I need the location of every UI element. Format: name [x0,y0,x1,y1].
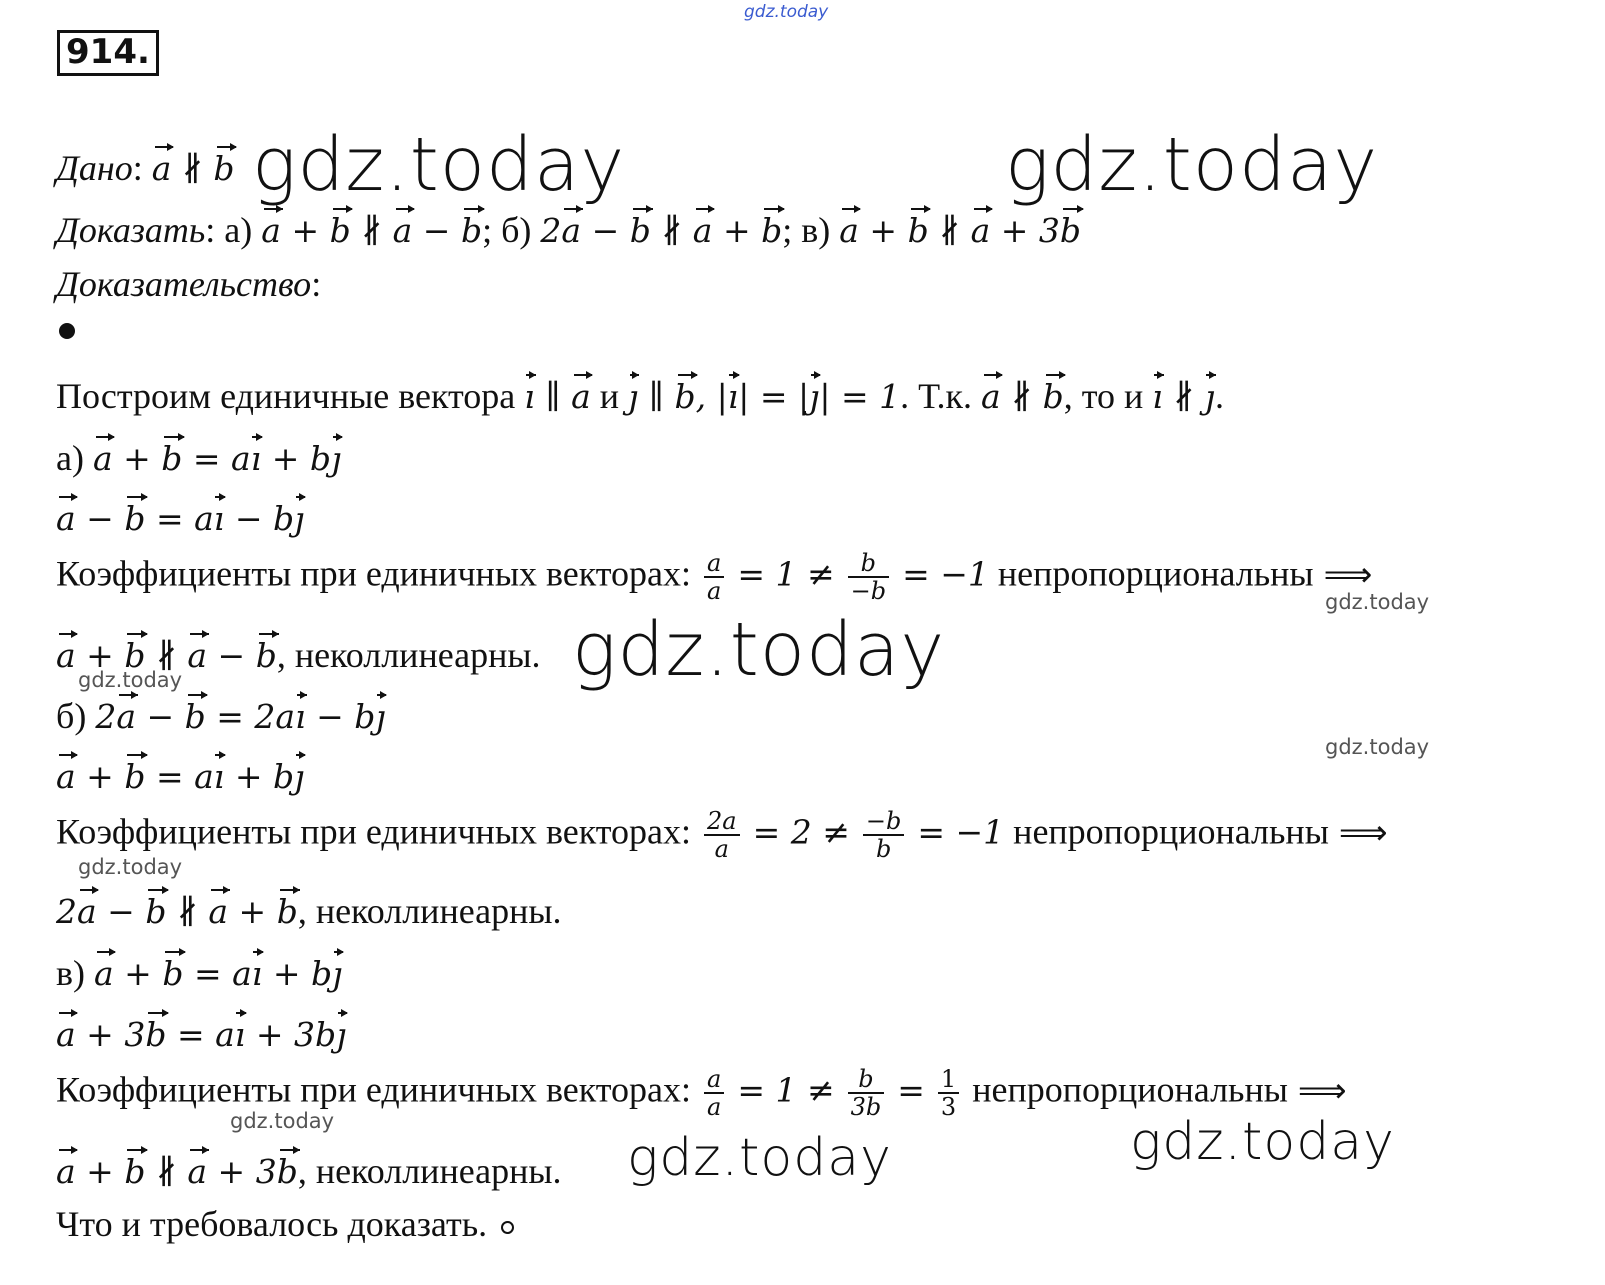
prove-line: Доказать: а) a + b ∦ a − b; б) 2a − b ∦ a + b; в) a + b ∦ a + 3b [56,210,1082,250]
watermark-big-3: gdz.today [572,607,946,693]
part-a-result: a + b ∦ a − b, неколлинеарны. [56,635,541,675]
watermark-small-4: gdz.today [78,855,183,879]
intro-line: Построим единичные вектора ı ∥ a и ȷ ∥ b, |ı| = |ȷ| = 1. Т.к. a ∦ b, то и ı ∦ ȷ. [56,376,1224,416]
part-a-coef: Коэффициенты при единичных векторах: $\frac{a}{a}$ = 1 ≠ $\frac{b}{-b}$ = −1 непропорциональны ⟹ [56,549,1373,606]
watermark-small-1: gdz.today [1325,590,1430,614]
watermark-big-5: gdz.today [1130,1112,1395,1172]
part-a-eq1: а) a + b = aı + bȷ [56,438,342,478]
part-v-coef: Коэффициенты при единичных векторах: $\frac{a}{a}$ = 1 ≠ $\frac{b}{3b}$ = $\frac{1}{3}$ непропорциональны ⟹ [56,1065,1347,1122]
bullet-icon [59,323,75,339]
problem-number: 914. [57,30,159,76]
part-v-eq1: в) a + b = aı + bȷ [56,953,343,993]
given-line: Дано: a ∦ b [56,148,235,188]
prove-label: Доказать [56,210,206,250]
part-b-result: 2a − b ∦ a + b, неколлинеарны. [56,891,562,931]
watermark-big-4: gdz.today [627,1128,892,1188]
watermark-small-2: gdz.today [78,668,183,692]
given-label: Дано [56,148,133,188]
proof-label-line: Доказательство: [56,264,322,304]
part-v-eq2: a + 3b = aı + 3bȷ [56,1015,347,1054]
conclusion: Что и требовалось доказать. [56,1206,514,1242]
watermark-big-1: gdz.today [252,122,626,208]
watermark-top: gdz.today [744,2,829,22]
part-b-eq2: a + b = aı + bȷ [56,757,305,796]
circle-icon [501,1221,514,1234]
part-a-eq2: a − b = aı − bȷ [56,499,305,538]
part-b-coef: Коэффициенты при единичных векторах: $\frac{2a}{a}$ = 2 ≠ $\frac{-b}{b}$ = −1 непропорциональны ⟹ [56,807,1388,864]
part-v-result: a + b ∦ a + 3b, неколлинеарны. [56,1151,562,1191]
watermark-big-2: gdz.today [1005,122,1379,208]
proof-label: Доказательство [56,264,312,304]
part-b-eq1: б) 2a − b = 2aı − bȷ [56,696,386,736]
watermark-small-3: gdz.today [1325,735,1430,759]
watermark-small-5: gdz.today [230,1109,335,1133]
